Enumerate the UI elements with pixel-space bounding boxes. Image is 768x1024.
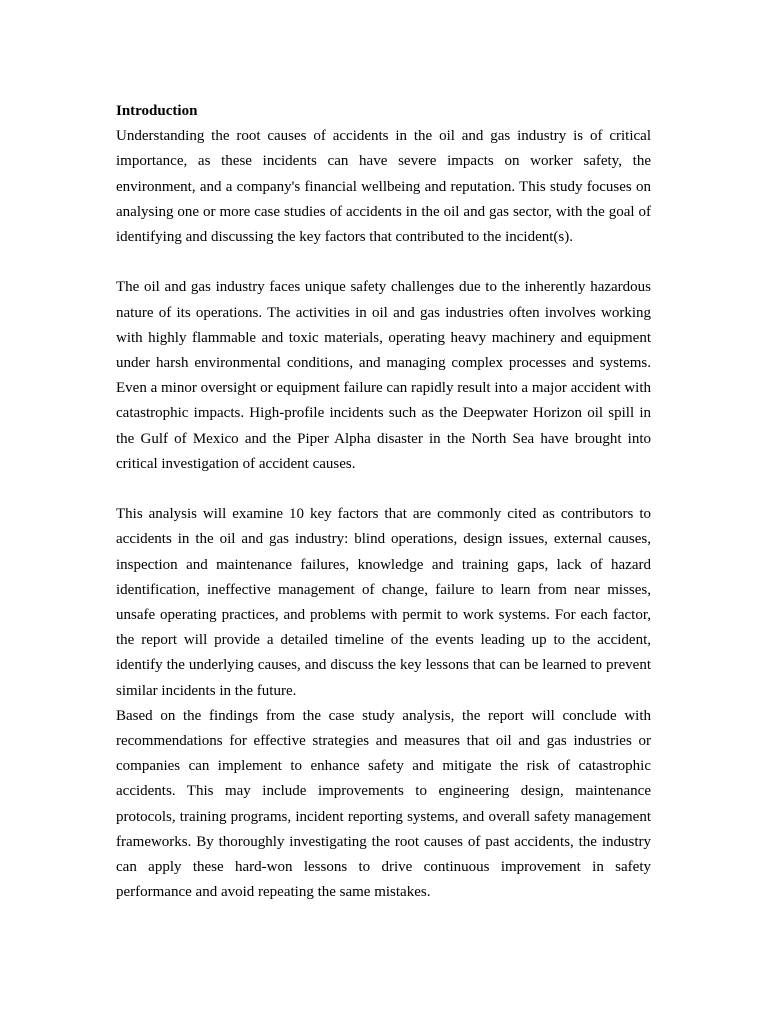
- section-heading: Introduction: [116, 103, 198, 119]
- paragraph-2: The oil and gas industry faces unique safety challenges due to the inherently hazardous nature of its operations. The activities in oil and gas industries often involves working with highly flammable and toxic materials, operating heavy machinery and equipment under harsh environmental conditions, and managing complex processes and systems. Even a minor oversight or equipment failure can rapidly result into a major accident with catastrophic impacts. High-profile incidents such as the Deepwater Horizon oil spill in the Gulf of Mexico and the Piper Alpha disaster in the North Sea have brought into critical investigation of accident causes.: [116, 279, 651, 472]
- document-page: [116, 99, 651, 905]
- paragraph-4: Based on the findings from the case study analysis, the report will conclude with recommendations for effective strategies and measures that oil and gas industries or companies can implement to enhance safety and mitigate the risk of catastrophic accidents. This may include improvements to engineering design, maintenance protocols, training programs, incident reporting systems, and overall safety management frameworks. By thoroughly investigating the root causes of past accidents, the industry can apply these hard-won lessons to drive continuous improvement in safety performance and avoid repeating the same mistakes.: [116, 707, 651, 901]
- paragraph-3: This analysis will examine 10 key factors that are commonly cited as contributors to accidents in the oil and gas industry: blind operations, design issues, external causes, inspection and maintenance failures, knowledge and training gaps, lack of hazard identification, ineffective management of change, failure to learn from near misses, unsafe operating practices, and problems with permit to work systems. For each factor, the report will provide a detailed timeline of the events leading up to the accident, identify the underlying causes, and discuss the key lessons that can be learned to prevent similar incidents in the future.: [116, 506, 651, 699]
- paragraph-1: Understanding the root causes of accidents in the oil and gas industry is of critical importance, as these incidents can have severe impacts on worker safety, the environment, and a company's financial wellbeing and reputation. This study focuses on analysing one or more case studies of accidents in the oil and gas sector, with the goal of identifying and discussing the key factors that contributed to the incident(s).: [116, 128, 651, 246]
